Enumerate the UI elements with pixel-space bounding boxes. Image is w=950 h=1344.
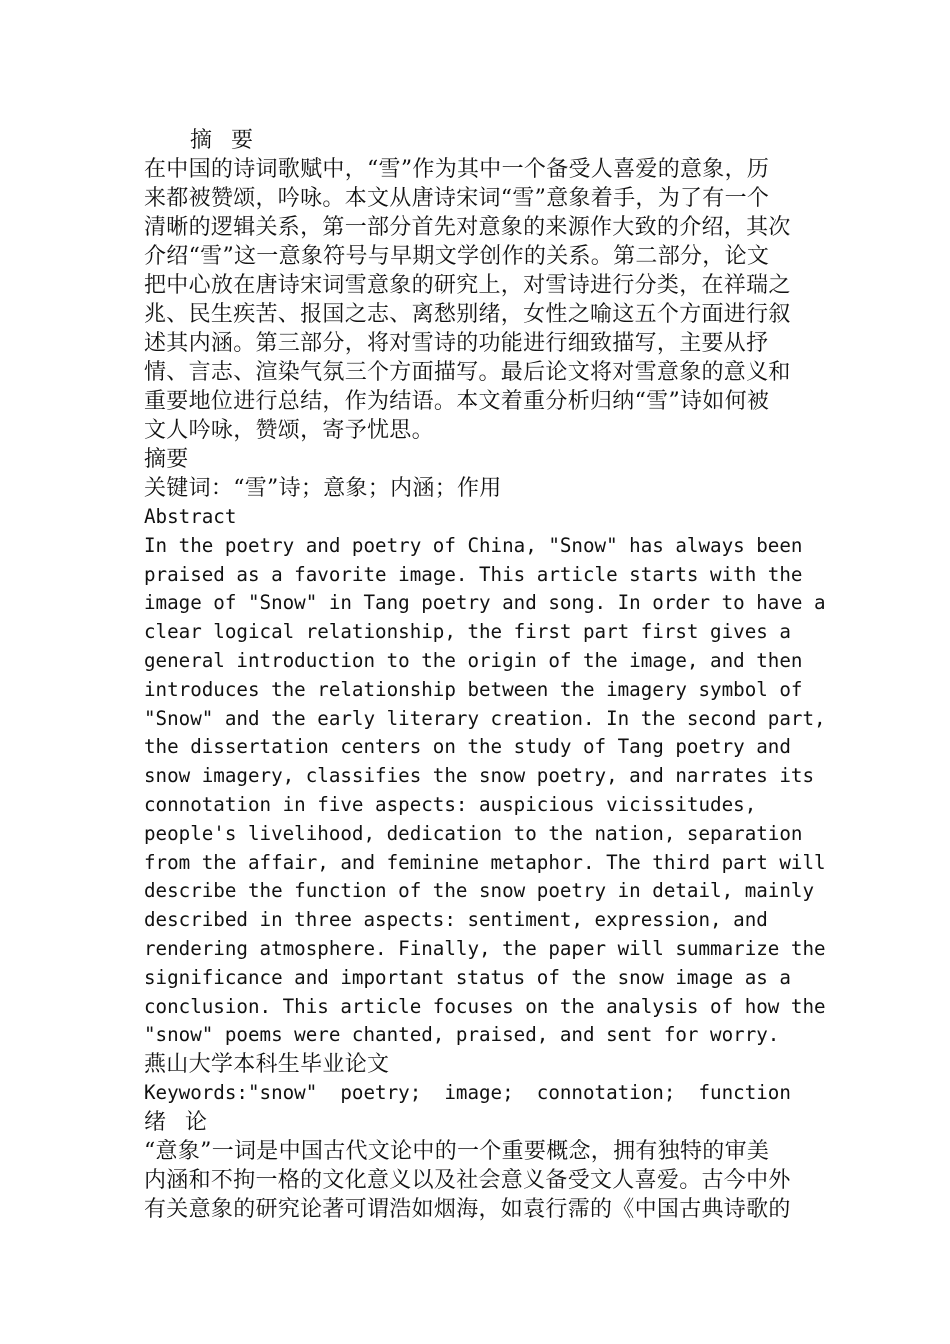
text-line: described in three aspects: sentiment, expression, and [144,908,768,932]
text-line: 把中心放在唐诗宋词雪意象的研究上，对雪诗进行分类，在祥瑞之 [144,273,791,298]
text-line: 有关意象的研究论著可谓浩如烟海，如袁行霈的《中国古典诗歌的 [144,1196,791,1222]
text-line: 文人吟咏，赞颂，寄予忧思。 [144,418,434,443]
university-header: 燕山大学本科生毕业论文 [144,1052,390,1078]
english-keywords: Keywords:"snow" poetry; image; connotation; function [144,1081,791,1105]
english-abstract-body [144,532,824,1050]
introduction-body [144,1137,824,1224]
text-line: snow imagery, classifies the snow poetry, and narrates its [144,764,815,788]
text-line: 兆、民生疾苦、报国之志、离愁别绪，女性之喻这五个方面进行叙 [144,302,791,327]
chinese-abstract-body [144,155,824,445]
text-line: conclusion. This article focuses on the analysis of how the [144,994,826,1018]
text-line: "Snow" and the early literary creation. In the second part, [144,706,826,730]
text-line: introduces the relationship between the imagery symbol of [144,677,803,701]
text-line: praised as a favorite image. This article starts with the [144,562,803,586]
document-page [144,126,824,1224]
text-line: 来都被赞颂，吟咏。本文从唐诗宋词“雪”意象着手，为了有一个 [144,186,770,211]
text-line: connotation in five aspects: auspicious vicissitudes, [144,792,757,816]
text-line: image of "Snow" in Tang poetry and song. In order to have a [144,591,826,615]
chinese-abstract-label: 摘要 [144,447,189,472]
text-line: 述其内涵。第三部分，将对雪诗的功能进行细致描写，主要从抒 [144,331,769,356]
english-abstract-title: Abstract [144,505,237,528]
text-line: clear logical relationship, the first part first gives a [144,620,791,644]
text-line: “意象”一词是中国古代文论中的一个重要概念，拥有独特的审美 [144,1138,770,1164]
text-line: describe the function of the snow poetry in detail, mainly [144,879,815,903]
text-line: general introduction to the origin of the image, and then [144,648,803,672]
text-line: 清晰的逻辑关系，第一部分首先对意象的来源作大致的介绍，其次 [144,215,791,240]
introduction-title: 绪 论 [144,1109,213,1135]
text-line: "snow" poems were chanted, praised, and sent for worry. [144,1023,780,1047]
text-line: In the poetry and poetry of China, "Snow" has always been [144,533,803,557]
text-line: from the affair, and feminine metaphor. The third part will [144,850,826,874]
chinese-abstract-title: 摘 要 [190,128,259,153]
text-line: significance and important status of the snow image as a [144,965,791,989]
text-line: people's livelihood, dedication to the nation, separation [144,821,803,845]
chinese-keywords: 关键词：“雪”诗；意象；内涵；作用 [144,476,502,501]
text-line: 情、言志、渲染气氛三个方面描写。最后论文将对雪意象的意义和 [144,360,791,385]
text-line: 介绍“雪”这一意象符号与早期文学创作的关系。第二部分，论文 [144,244,770,269]
text-line: 在中国的诗词歌赋中，“雪”作为其中一个备受人喜爱的意象，历 [144,157,770,182]
text-line: 重要地位进行总结，作为结语。本文着重分析归纳“雪”诗如何被 [144,389,770,414]
text-line: the dissertation centers on the study of Tang poetry and [144,735,791,759]
text-line: rendering atmosphere. Finally, the paper will summarize the [144,936,826,960]
text-line: 内涵和不拘一格的文化意义以及社会意义备受文人喜爱。古今中外 [144,1167,791,1193]
